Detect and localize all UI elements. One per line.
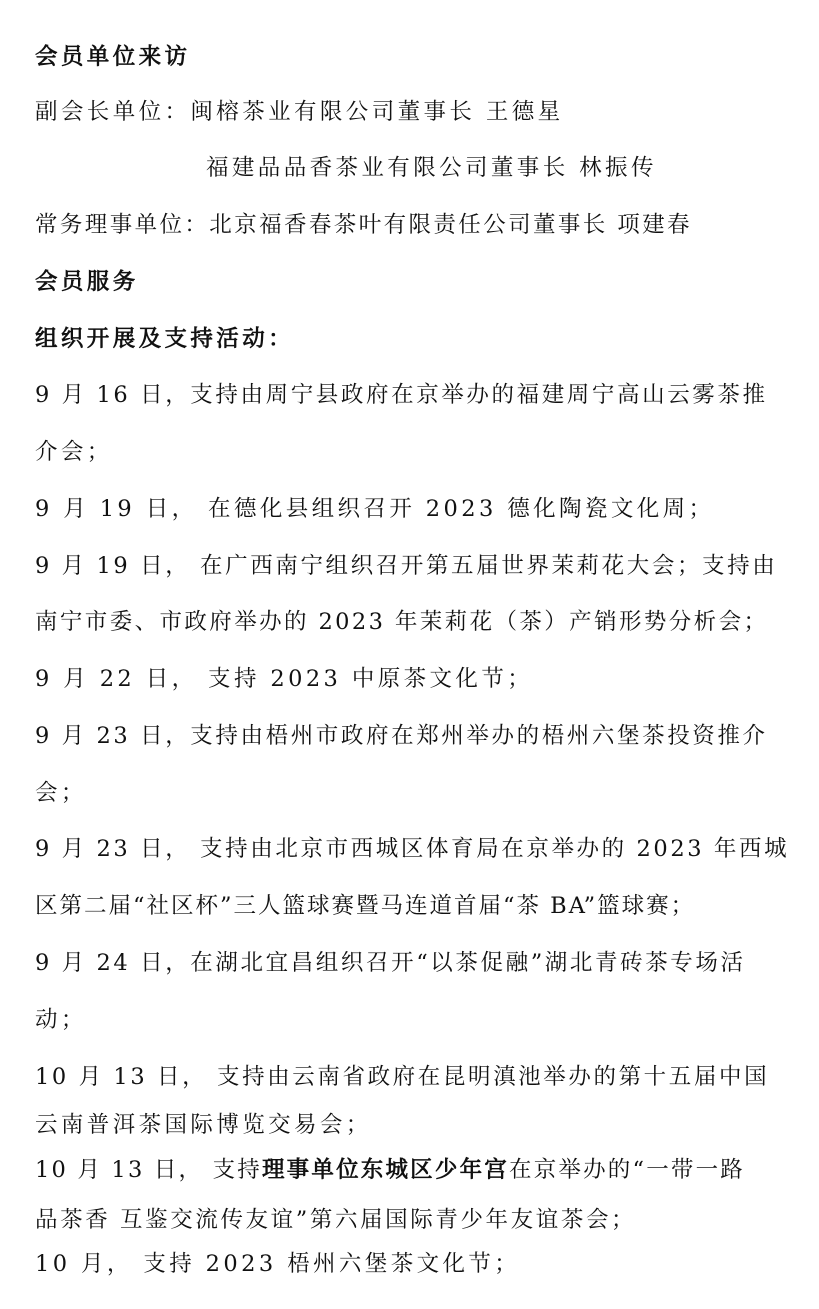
event-7-line-2: 动； xyxy=(35,1007,87,1033)
event-8-line-2: 云南普洱茶国际博览交易会； xyxy=(35,1112,372,1138)
service-heading: 会员服务 xyxy=(35,269,139,295)
event-3-line-1: 9 月 19 日， 在广西南宁组织召开第五届世界茉莉花大会；支持由 xyxy=(35,553,778,579)
event-4-line-1: 9 月 22 日， 支持 2023 中原茶文化节； xyxy=(35,666,534,692)
event-1-line-1: 9 月 16 日，支持由周宁县政府在京举办的福建周宁高山云雾茶推 xyxy=(35,382,768,408)
event-1-line-2: 介会； xyxy=(35,439,113,465)
standing-director-line: 常务理事单位：北京福香春茶叶有限责任公司董事长 项建春 xyxy=(35,212,692,238)
event-9-line-1 xyxy=(35,1155,819,1185)
event-6-line-2: 区第二届“社区杯”三人篮球赛暨马连道首届“茶 BA”篮球赛； xyxy=(35,893,696,919)
event-9-suffix: 在京举办的“一带一路 xyxy=(509,1157,746,1183)
event-5-line-1: 9 月 23 日，支持由梧州市政府在郑州举办的梧州六堡茶投资推介 xyxy=(35,723,768,749)
event-2-line-1: 9 月 19 日， 在德化县组织召开 2023 德化陶瓷文化周； xyxy=(35,496,715,522)
vice-president-line-2: 福建品品香茶业有限公司董事长 林振传 xyxy=(206,155,657,181)
event-9-prefix: 10 月 13 日， 支持 xyxy=(35,1157,262,1183)
event-6-line-1: 9 月 23 日， 支持由北京市西城区体育局在京举办的 2023 年西城 xyxy=(35,836,790,862)
event-7-line-1: 9 月 24 日，在湖北宜昌组织召开“以茶促融”湖北青砖茶专场活 xyxy=(35,950,746,976)
service-subheading: 组织开展及支持活动： xyxy=(35,326,295,352)
vice-president-line: 副会长单位：闽榕茶业有限公司董事长 王德星 xyxy=(35,99,564,125)
event-9-highlight: 理事单位东城区少年宫 xyxy=(261,1157,509,1183)
event-9-line-2: 品茶香 互鉴交流传友谊”第六届国际青少年友谊茶会； xyxy=(35,1207,637,1233)
event-3-line-2: 南宁市委、市政府举办的 2023 年茉莉花（茶）产销形势分析会； xyxy=(35,609,769,635)
event-8-line-1: 10 月 13 日， 支持由云南省政府在昆明滇池举办的第十五届中国 xyxy=(35,1064,770,1090)
event-10-line-1: 10 月， 支持 2023 梧州六堡茶文化节； xyxy=(35,1251,521,1277)
event-5-line-2: 会； xyxy=(35,780,87,806)
visit-heading: 会员单位来访 xyxy=(35,44,191,70)
